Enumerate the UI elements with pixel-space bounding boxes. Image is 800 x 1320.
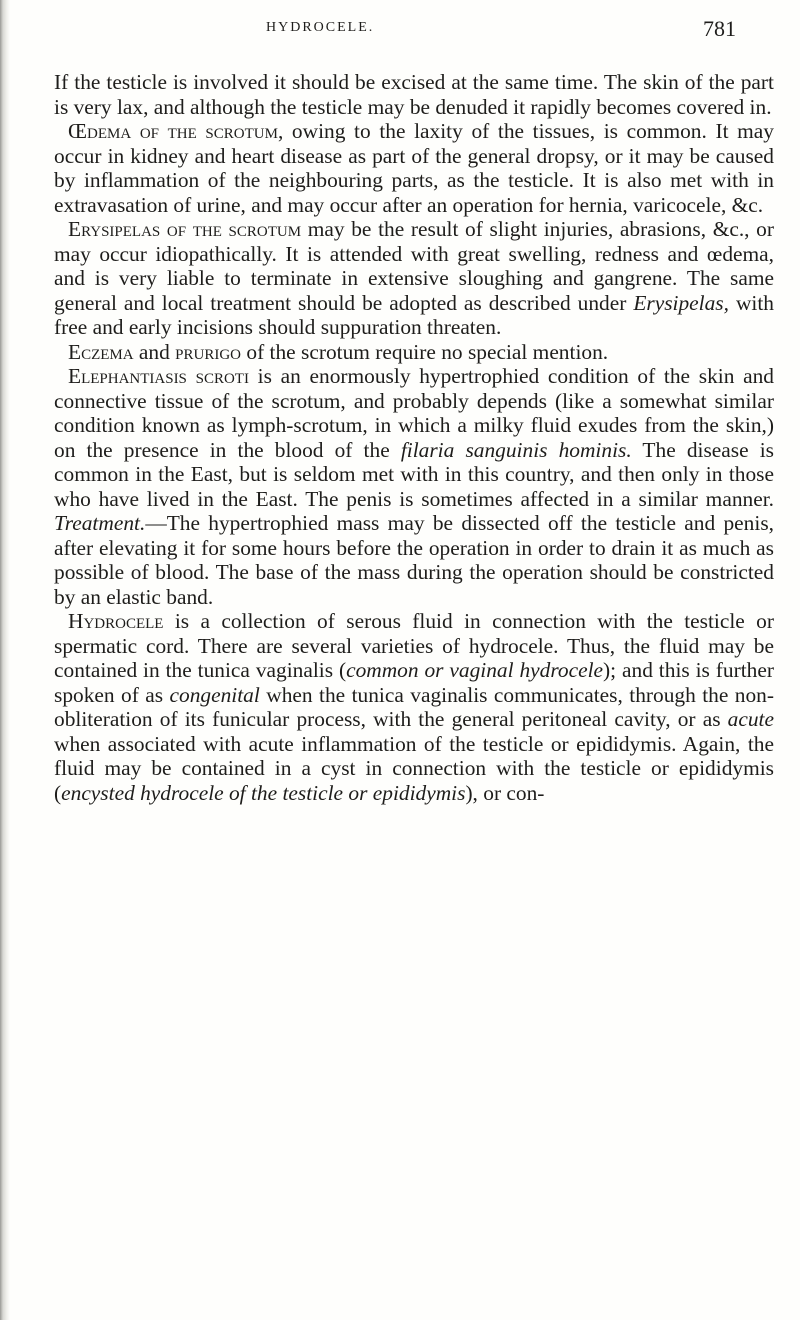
italic-text: congenital: [169, 682, 260, 707]
text-run: ); and this is further spoken of as: [54, 658, 774, 707]
body-text: [54, 70, 774, 805]
italic-text: Treatment.: [54, 511, 146, 535]
small-caps-heading: Hydrocele: [68, 609, 164, 633]
page-binding-edge: [0, 0, 10, 1320]
page-number: 781: [703, 16, 736, 41]
text-run: when the tunica vaginalis communicates, through the non-obliteration of its funicular process, with the general peritoneal cavity, or as: [54, 682, 774, 731]
text-run: is an enormously hypertrophied condition of the skin and connective tissue of the scrotum, and probably depends (like a somewhat similar condition known as lymph-scrotum, in which a milky fluid exudes from the skin,) on the presence in the blood of the: [54, 364, 774, 462]
paragraph: [54, 217, 774, 340]
small-caps-heading: Œdema of the scrotum,: [68, 119, 284, 143]
paragraph: [54, 70, 774, 119]
text-run: If the testicle is involved it should be excised at the same time. The skin of the part is very lax, and although the testicle may be denuded it rapidly becomes covered in.: [54, 70, 774, 119]
paragraph: [54, 364, 774, 609]
text-run: and: [133, 339, 176, 364]
italic-text: acute: [727, 707, 774, 731]
text-run: of the scrotum require no special mention.: [241, 339, 609, 364]
text-run: owing to the laxity of the tissues, is common. It may occur in kidney and heart disease as part of the general dropsy, or it may be caused by inflammation of the neighbouring parts, as the testicle. It is also met with in extravasation of urine, and may occur after an operation for hernia, varicocele, &c.: [54, 119, 774, 217]
paragraph: [54, 119, 774, 217]
text-run: is a collection of serous fluid in connection with the testicle or spermatic cord. There are several varieties of hydrocele. Thus, the fluid may be contained in the tunica vaginalis (: [54, 609, 774, 682]
text-run: when associated with acute inflammation of the testicle or epididymis. Again, the fluid may be contained in a cyst in connection with the testicle or epididymis (: [54, 731, 774, 805]
page-header: [250, 14, 770, 44]
italic-text: filaria sanguinis hominis.: [400, 437, 632, 462]
text-run: —The hypertrophied mass may be dissected off the testicle and penis, after elevating it for some hours before the operation in order to drain it as much as possible of blood. The base of the mass during the operation should be constricted by an elastic band.: [54, 511, 774, 609]
small-caps-heading: Eczema: [68, 339, 134, 364]
small-caps-heading: prurigo: [175, 339, 242, 364]
small-caps-heading: Elephantiasis scroti: [68, 364, 249, 388]
paragraph: [54, 340, 774, 365]
text-run: with free and early incisions should suppuration threaten.: [54, 290, 774, 339]
small-caps-heading: Erysipelas of the scrotum: [68, 217, 302, 241]
italic-text: Erysipelas,: [633, 290, 729, 315]
text-run: ), or con-: [465, 780, 545, 805]
text-run: The disease is common in the East, but is seldom met with in this country, and then only in those who have lived in the East. The penis is sometimes affected in a similar manner.: [54, 437, 774, 511]
paragraph: [54, 609, 774, 805]
text-run: may be the result of slight injuries, abrasions, &c., or may occur idiopathically. It is attended with great swelling, redness and œdema, and is very liable to terminate in extensive sloughing and gangrene. The same general and local treatment should be adopted as described under: [54, 217, 774, 315]
italic-text: encysted hydrocele of the testicle or epididymis: [61, 780, 466, 805]
italic-text: common or vaginal hydrocele: [346, 658, 604, 682]
running-title: HYDROCELE.: [266, 20, 375, 35]
